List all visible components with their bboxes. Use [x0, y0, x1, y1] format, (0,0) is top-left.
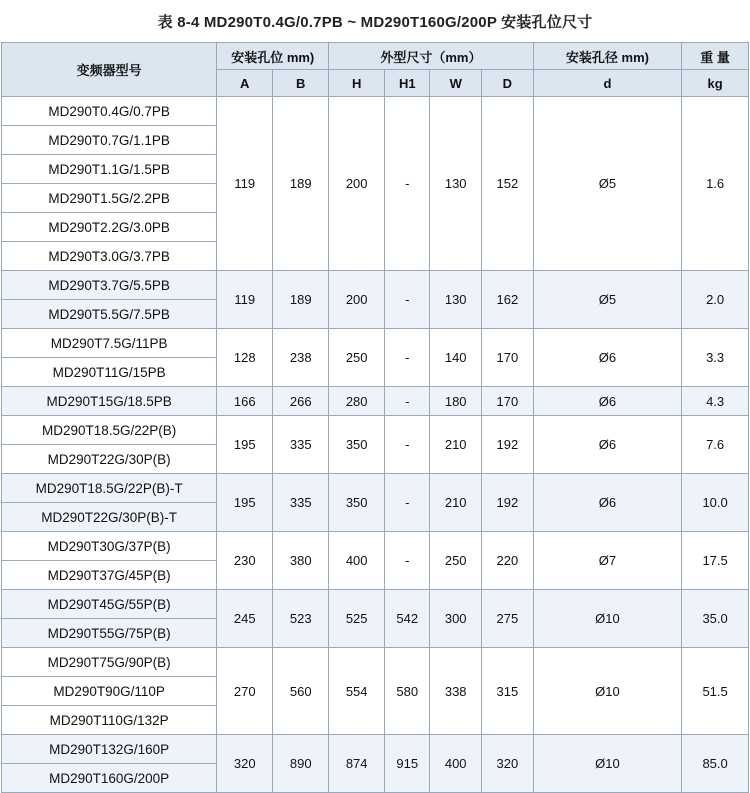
cell-a: 195: [217, 474, 273, 532]
cell-h1: -: [385, 532, 430, 590]
cell-d: 192: [482, 416, 534, 474]
cell-h1: 915: [385, 735, 430, 793]
table-head: [2, 43, 749, 97]
cell-model: MD290T55G/75P(B): [2, 619, 217, 648]
table-row: [2, 329, 749, 358]
cell-b: 189: [273, 271, 329, 329]
cell-b: 335: [273, 474, 329, 532]
cell-model: MD290T37G/45P(B): [2, 561, 217, 590]
table-row: [2, 416, 749, 445]
cell-d: 275: [482, 590, 534, 648]
cell-weight: 7.6: [682, 416, 749, 474]
cell-model: MD290T0.4G/0.7PB: [2, 97, 217, 126]
cell-a: 195: [217, 416, 273, 474]
cell-a: 166: [217, 387, 273, 416]
header-col-kg: kg: [682, 70, 749, 97]
cell-w: 300: [430, 590, 482, 648]
cell-h1: -: [385, 474, 430, 532]
table-row: [2, 271, 749, 300]
cell-w: 250: [430, 532, 482, 590]
table-row: [2, 97, 749, 126]
cell-model: MD290T22G/30P(B)-T: [2, 503, 217, 532]
cell-b: 238: [273, 329, 329, 387]
cell-h: 280: [329, 387, 385, 416]
cell-model: MD290T2.2G/3.0PB: [2, 213, 217, 242]
table-body: [2, 97, 749, 793]
header-col-d: D: [482, 70, 534, 97]
cell-h1: -: [385, 329, 430, 387]
cell-a: 230: [217, 532, 273, 590]
cell-h1: -: [385, 387, 430, 416]
header-col-a: A: [217, 70, 273, 97]
cell-model: MD290T3.7G/5.5PB: [2, 271, 217, 300]
cell-w: 400: [430, 735, 482, 793]
cell-model: MD290T132G/160P: [2, 735, 217, 764]
cell-hole-diameter: Ø6: [533, 416, 682, 474]
cell-h: 200: [329, 97, 385, 271]
cell-h1: 580: [385, 648, 430, 735]
table-row: [2, 532, 749, 561]
cell-w: 140: [430, 329, 482, 387]
cell-model: MD290T22G/30P(B): [2, 445, 217, 474]
cell-weight: 17.5: [682, 532, 749, 590]
cell-w: 130: [430, 271, 482, 329]
table-row: [2, 648, 749, 677]
cell-h: 554: [329, 648, 385, 735]
cell-d: 170: [482, 329, 534, 387]
cell-model: MD290T1.1G/1.5PB: [2, 155, 217, 184]
cell-model: MD290T30G/37P(B): [2, 532, 217, 561]
cell-h: 350: [329, 416, 385, 474]
cell-w: 210: [430, 416, 482, 474]
cell-weight: 1.6: [682, 97, 749, 271]
cell-model: MD290T3.0G/3.7PB: [2, 242, 217, 271]
cell-a: 320: [217, 735, 273, 793]
cell-model: MD290T75G/90P(B): [2, 648, 217, 677]
cell-a: 245: [217, 590, 273, 648]
cell-hole-diameter: Ø5: [533, 97, 682, 271]
cell-model: MD290T18.5G/22P(B): [2, 416, 217, 445]
cell-b: 189: [273, 97, 329, 271]
cell-hole-diameter: Ø10: [533, 648, 682, 735]
cell-a: 119: [217, 271, 273, 329]
cell-d: 220: [482, 532, 534, 590]
cell-h: 250: [329, 329, 385, 387]
cell-hole-diameter: Ø7: [533, 532, 682, 590]
header-col-h1: H1: [385, 70, 430, 97]
cell-a: 119: [217, 97, 273, 271]
cell-model: MD290T110G/132P: [2, 706, 217, 735]
cell-hole-diameter: Ø10: [533, 735, 682, 793]
cell-model: MD290T90G/110P: [2, 677, 217, 706]
cell-d: 152: [482, 97, 534, 271]
cell-weight: 85.0: [682, 735, 749, 793]
cell-b: 523: [273, 590, 329, 648]
cell-model: MD290T5.5G/7.5PB: [2, 300, 217, 329]
cell-d: 320: [482, 735, 534, 793]
cell-model: MD290T45G/55P(B): [2, 590, 217, 619]
cell-weight: 10.0: [682, 474, 749, 532]
cell-hole-diameter: Ø6: [533, 387, 682, 416]
cell-b: 890: [273, 735, 329, 793]
cell-w: 210: [430, 474, 482, 532]
cell-hole-diameter: Ø6: [533, 474, 682, 532]
table-row: [2, 590, 749, 619]
cell-h1: -: [385, 271, 430, 329]
cell-h1: -: [385, 416, 430, 474]
cell-d: 170: [482, 387, 534, 416]
cell-h: 400: [329, 532, 385, 590]
cell-model: MD290T1.5G/2.2PB: [2, 184, 217, 213]
cell-weight: 4.3: [682, 387, 749, 416]
cell-model: MD290T18.5G/22P(B)-T: [2, 474, 217, 503]
cell-model: MD290T160G/200P: [2, 764, 217, 793]
cell-weight: 51.5: [682, 648, 749, 735]
header-group-mounting-holes: 安装孔位 mm): [217, 43, 329, 70]
cell-d: 315: [482, 648, 534, 735]
cell-hole-diameter: Ø10: [533, 590, 682, 648]
cell-b: 335: [273, 416, 329, 474]
cell-hole-diameter: Ø6: [533, 329, 682, 387]
cell-model: MD290T0.7G/1.1PB: [2, 126, 217, 155]
cell-h: 200: [329, 271, 385, 329]
cell-b: 560: [273, 648, 329, 735]
header-model: 变频器型号: [2, 43, 217, 97]
cell-h: 874: [329, 735, 385, 793]
cell-d: 162: [482, 271, 534, 329]
table-row: [2, 735, 749, 764]
cell-h: 350: [329, 474, 385, 532]
cell-h1: 542: [385, 590, 430, 648]
header-col-b: B: [273, 70, 329, 97]
header-col-w: W: [430, 70, 482, 97]
cell-w: 338: [430, 648, 482, 735]
cell-weight: 3.3: [682, 329, 749, 387]
cell-w: 180: [430, 387, 482, 416]
header-group-weight: 重 量: [682, 43, 749, 70]
table-row: [2, 474, 749, 503]
cell-w: 130: [430, 97, 482, 271]
cell-model: MD290T7.5G/11PB: [2, 329, 217, 358]
table-row: [2, 387, 749, 416]
cell-model: MD290T15G/18.5PB: [2, 387, 217, 416]
header-group-outline-dimensions: 外型尺寸（mm）: [329, 43, 533, 70]
cell-weight: 35.0: [682, 590, 749, 648]
cell-weight: 2.0: [682, 271, 749, 329]
cell-a: 128: [217, 329, 273, 387]
header-col-h: H: [329, 70, 385, 97]
table-caption: 表 8-4 MD290T0.4G/0.7PB ~ MD290T160G/200P 安装孔位尺寸: [157, 14, 593, 31]
cell-model: MD290T11G/15PB: [2, 358, 217, 387]
header-group-row: [2, 43, 749, 70]
cell-b: 266: [273, 387, 329, 416]
cell-h: 525: [329, 590, 385, 648]
cell-b: 380: [273, 532, 329, 590]
cell-h1: -: [385, 97, 430, 271]
cell-hole-diameter: Ø5: [533, 271, 682, 329]
cell-d: 192: [482, 474, 534, 532]
header-group-hole-diameter: 安装孔径 mm): [533, 43, 682, 70]
header-col-d-hole: d: [533, 70, 682, 97]
dimension-table: [1, 42, 749, 793]
cell-a: 270: [217, 648, 273, 735]
